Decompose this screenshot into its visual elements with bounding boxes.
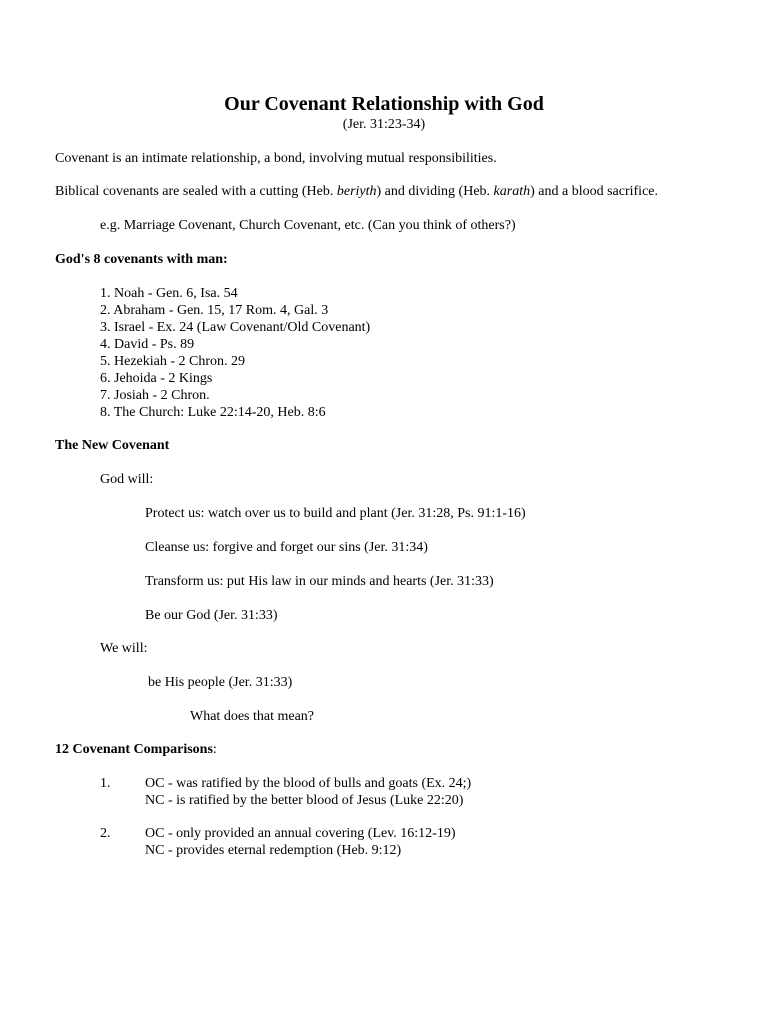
intro-text-part-3: ) and a blood sacrifice. xyxy=(530,184,658,199)
we-will-item: be His people (Jer. 31:33) xyxy=(148,675,293,690)
covenant-list-item: 5. Hezekiah - 2 Chron. 29 xyxy=(100,354,246,369)
comparison-old-covenant: OC - was ratified by the blood of bulls and goats (Ex. 24;) xyxy=(145,776,472,791)
god-will-label: God will: xyxy=(100,472,154,487)
god-will-item: Transform us: put His law in our minds and hearts (Jer. 31:33) xyxy=(145,574,494,589)
comparison-old-covenant: OC - only provided an annual covering (Lev. 16:12-19) xyxy=(145,826,456,841)
covenants-heading: God's 8 covenants with man: xyxy=(55,252,228,267)
covenant-list-item: 4. David - Ps. 89 xyxy=(100,337,195,352)
comparisons-heading: 12 Covenant Comparisons xyxy=(55,742,213,757)
reflection-question: What does that mean? xyxy=(190,709,315,724)
intro-paragraph-2 xyxy=(55,183,658,200)
scripture-reference: (Jer. 31:23-34) xyxy=(342,117,426,132)
comparison-new-covenant: NC - is ratified by the better blood of Jesus (Luke 22:20) xyxy=(145,793,464,808)
comparisons-heading-colon: : xyxy=(212,742,217,757)
god-will-item: Protect us: watch over us to build and plant (Jer. 31:28, Ps. 91:1-16) xyxy=(145,506,526,521)
comparisons-heading-line xyxy=(55,741,217,758)
covenant-list-item: 6. Jehoida - 2 Kings xyxy=(100,371,213,386)
intro-text-part-2: ) and dividing (Heb. xyxy=(376,184,494,199)
covenant-list-item: 1. Noah - Gen. 6, Isa. 54 xyxy=(100,286,238,301)
god-will-item: Be our God (Jer. 31:33) xyxy=(145,608,278,623)
covenant-list-item: 3. Israel - Ex. 24 (Law Covenant/Old Covenant) xyxy=(100,320,371,335)
covenant-list-item: 8. The Church: Luke 22:14-20, Heb. 8:6 xyxy=(100,405,326,420)
new-covenant-heading: The New Covenant xyxy=(55,438,170,453)
covenant-list-item: 7. Josiah - 2 Chron. xyxy=(100,388,210,403)
intro-text-part-1: Biblical covenants are sealed with a cutting (Heb. xyxy=(55,184,337,199)
hebrew-word-karath: karath xyxy=(493,184,531,199)
covenant-list-item: 2. Abraham - Gen. 15, 17 Rom. 4, Gal. 3 xyxy=(100,303,329,318)
hebrew-word-beriyth: beriyth xyxy=(336,184,377,199)
we-will-label: We will: xyxy=(100,641,148,656)
god-will-item: Cleanse us: forgive and forget our sins (Jer. 31:34) xyxy=(145,540,428,555)
intro-paragraph-1: Covenant is an intimate relationship, a bond, involving mutual responsibilities. xyxy=(55,151,497,166)
comparison-number: 2. xyxy=(100,826,111,841)
page-title: Our Covenant Relationship with God xyxy=(224,93,544,115)
comparison-number: 1. xyxy=(100,776,111,791)
example-line: e.g. Marriage Covenant, Church Covenant, etc. (Can you think of others?) xyxy=(100,218,516,233)
comparison-new-covenant: NC - provides eternal redemption (Heb. 9:12) xyxy=(145,843,402,858)
